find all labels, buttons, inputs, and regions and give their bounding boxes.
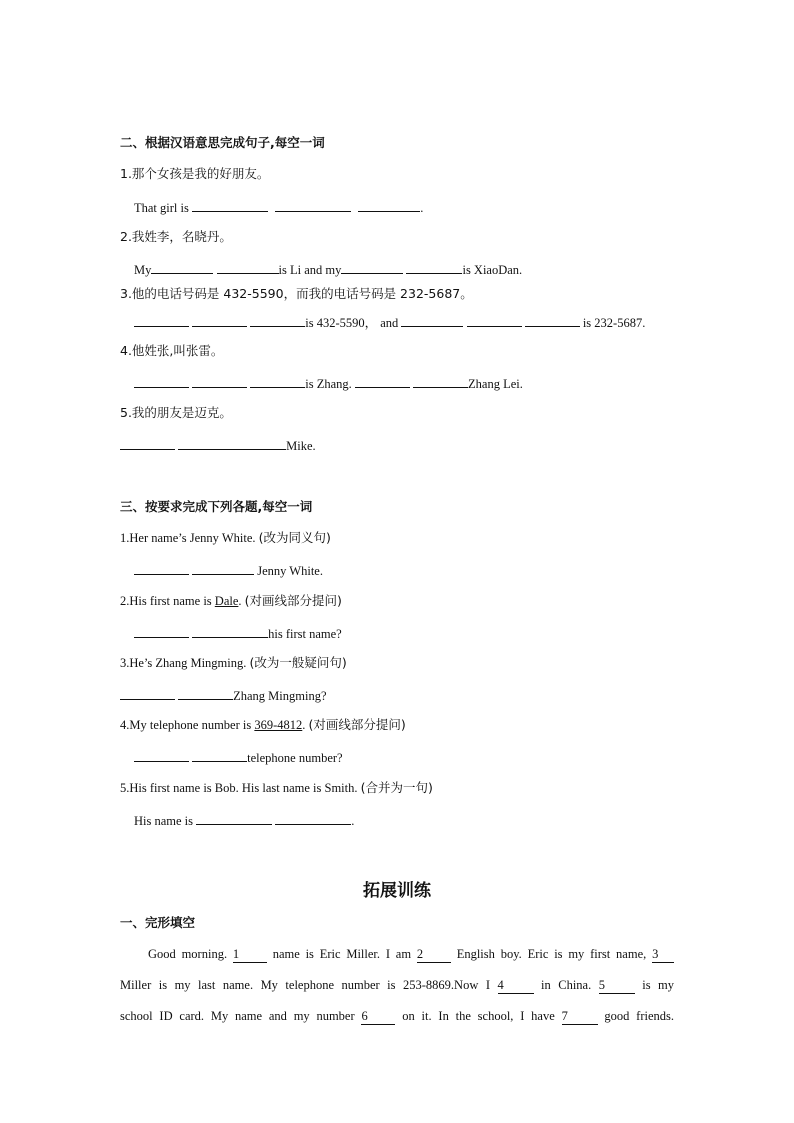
s2-q2-line xyxy=(134,260,522,278)
s2-q5-prompt: 5.我的朋友是迈克。 xyxy=(120,405,232,420)
s3-q1-text-a: Jenny White. xyxy=(257,564,323,578)
s2-q3-text-b: is 232-5687. xyxy=(582,316,646,330)
cloze-number: 6 xyxy=(361,1009,368,1023)
s3-q5-text-a: His name is xyxy=(134,814,194,828)
answer-blank[interactable] xyxy=(275,198,351,212)
s3-q4-line xyxy=(134,748,343,766)
answer-blank[interactable] xyxy=(358,198,420,212)
cloze-line-1 xyxy=(148,946,674,963)
s3-q4-prompt-a: 4.My telephone number is xyxy=(120,718,252,732)
cloze-blank-7[interactable] xyxy=(562,1008,598,1025)
answer-blank[interactable] xyxy=(275,811,351,825)
s3-q4-hint: (对画线部分提问) xyxy=(308,717,406,732)
s2-q1-end: . xyxy=(420,201,424,215)
cloze-number: 7 xyxy=(561,1009,568,1023)
answer-blank[interactable] xyxy=(192,748,247,762)
answer-blank[interactable] xyxy=(467,313,522,327)
cloze-text: good friends. xyxy=(604,1009,675,1023)
answer-blank[interactable] xyxy=(196,811,272,825)
cloze-number: 5 xyxy=(598,978,605,992)
s3-q3-prompt: 3.He’s Zhang Mingming. xyxy=(120,656,247,670)
answer-blank[interactable] xyxy=(192,561,254,575)
answer-blank[interactable] xyxy=(413,374,468,388)
answer-blank[interactable] xyxy=(134,374,189,388)
answer-blank[interactable] xyxy=(217,260,279,274)
answer-blank[interactable] xyxy=(525,313,580,327)
answer-blank[interactable] xyxy=(250,374,305,388)
answer-blank[interactable] xyxy=(120,686,175,700)
s2-q2-text-b: is Li and my xyxy=(278,263,342,277)
s2-q3-text-a: is 432-5590， and xyxy=(305,316,399,330)
answer-blank[interactable] xyxy=(192,198,268,212)
s3-q3-text-a: Zhang Mingming? xyxy=(233,689,327,703)
answer-blank[interactable] xyxy=(192,313,247,327)
s3-q4-prompt-line xyxy=(120,717,406,733)
s2-q4-prompt: 4.他姓张,叫张雷。 xyxy=(120,343,224,358)
s2-q4-text-a: is Zhang. xyxy=(305,377,352,391)
s3-q1-prompt-line xyxy=(120,530,331,546)
cloze-text: Miller is my last name. My telephone number is 253-8869.Now I xyxy=(120,978,491,992)
section3-heading: 三、按要求完成下列各题,每空一词 xyxy=(120,499,313,514)
s3-q3-prompt-line xyxy=(120,655,347,671)
s3-q2-text-a: his first name? xyxy=(268,627,342,641)
s2-q3-line xyxy=(134,313,645,331)
underlined-target: Dale xyxy=(214,594,239,608)
cloze-line-2 xyxy=(120,977,674,994)
s2-q5-text-a: Mike. xyxy=(286,439,316,453)
answer-blank[interactable] xyxy=(134,624,189,638)
s2-q2-text-a: My xyxy=(134,263,152,277)
s2-q1-line xyxy=(134,198,423,216)
cloze-text: school ID card. My name and my number xyxy=(120,1009,355,1023)
s2-q1-prompt: 1.那个女孩是我的好朋友。 xyxy=(120,166,270,181)
s2-q3-prompt: 3.他的电话号码是 432-5590，而我的电话号码是 232-5687。 xyxy=(120,286,473,301)
cloze-text: in China. xyxy=(541,978,592,992)
s2-q5-line xyxy=(120,436,316,454)
s3-q5-prompt-line xyxy=(120,780,433,796)
s3-q2-prompt-a: 2.His first name is xyxy=(120,594,212,608)
answer-blank[interactable] xyxy=(120,436,175,450)
cloze-blank-4[interactable] xyxy=(498,977,534,994)
s3-q5-end: . xyxy=(351,814,355,828)
cloze-number: 2 xyxy=(416,947,424,961)
answer-blank[interactable] xyxy=(355,374,410,388)
s3-q2-prompt-b: . xyxy=(238,594,242,608)
s3-q3-hint: (改为一般疑问句) xyxy=(249,655,347,670)
cloze-number: 4 xyxy=(497,978,504,992)
s2-q2-prompt: 2.我姓李，名晓丹。 xyxy=(120,229,232,244)
cloze-heading: 一、完形填空 xyxy=(120,915,196,930)
answer-blank[interactable] xyxy=(341,260,403,274)
s3-q4-text-a: telephone number? xyxy=(247,751,343,765)
s3-q3-line xyxy=(120,686,327,704)
cloze-text: name is Eric Miller. I am xyxy=(272,947,412,961)
s2-q4-line xyxy=(134,374,523,392)
s2-q1-text: That girl is xyxy=(134,201,189,215)
s2-q2-text-c: is XiaoDan. xyxy=(462,263,523,277)
cloze-blank-3[interactable] xyxy=(652,946,674,963)
underlined-target: 369-4812 xyxy=(254,718,303,732)
cloze-blank-5[interactable] xyxy=(599,977,635,994)
s3-q2-prompt-line xyxy=(120,593,342,609)
answer-blank[interactable] xyxy=(192,624,268,638)
extension-title: 拓展训练 xyxy=(363,881,431,901)
s3-q5-line xyxy=(134,811,354,829)
answer-blank[interactable] xyxy=(406,260,462,274)
answer-blank[interactable] xyxy=(192,374,247,388)
s3-q2-hint: (对画线部分提问) xyxy=(244,593,342,608)
answer-blank[interactable] xyxy=(134,748,189,762)
answer-blank[interactable] xyxy=(151,260,213,274)
s3-q1-prompt: 1.Her name’s Jenny White. xyxy=(120,531,256,545)
answer-blank[interactable] xyxy=(178,436,286,450)
s3-q5-prompt: 5.His first name is Bob. His last name is Smith. xyxy=(120,781,358,795)
answer-blank[interactable] xyxy=(134,561,189,575)
s3-q4-prompt-b: . xyxy=(302,718,306,732)
answer-blank[interactable] xyxy=(401,313,463,327)
cloze-blank-2[interactable] xyxy=(417,946,451,963)
answer-blank[interactable] xyxy=(134,313,189,327)
cloze-text: is my xyxy=(642,978,675,992)
s3-q5-hint: (合并为一句) xyxy=(360,780,433,795)
section2-heading: 二、根据汉语意思完成句子,每空一词 xyxy=(120,135,325,150)
s3-q1-hint: (改为同义句) xyxy=(258,530,331,545)
cloze-number: 3 xyxy=(652,947,659,961)
s2-q4-text-b: Zhang Lei. xyxy=(468,377,523,391)
cloze-text: English boy. Eric is my first name, xyxy=(456,947,647,961)
cloze-number: 1 xyxy=(232,947,240,961)
cloze-text: Good morning. xyxy=(148,947,228,961)
cloze-blank-1[interactable] xyxy=(233,946,267,963)
answer-blank[interactable] xyxy=(250,313,305,327)
cloze-line-3 xyxy=(120,1008,674,1025)
s3-q2-line xyxy=(134,624,342,642)
cloze-blank-6[interactable] xyxy=(361,1008,395,1025)
s3-q1-line xyxy=(134,561,323,579)
answer-blank[interactable] xyxy=(178,686,233,700)
cloze-text: on it. In the school, I have xyxy=(402,1009,555,1023)
